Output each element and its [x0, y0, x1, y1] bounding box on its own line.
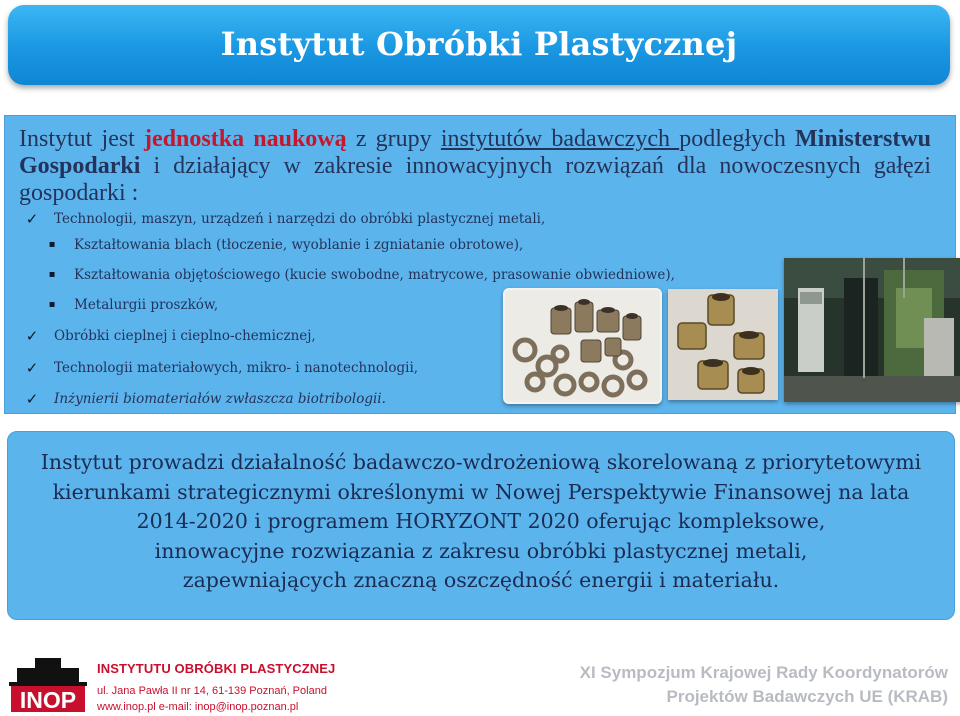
intro-text-4: i działający w zakresie innowacyjnych rozwiązań dla nowoczesnych gałęzi gospodarki : — [19, 153, 931, 206]
brass-fittings-photo — [668, 289, 778, 400]
list-item-text: Kształtowania objętościowego (kucie swobodne, matrycowe, prasowanie obwiedniowe), — [74, 267, 675, 283]
sintered-parts-photo — [503, 288, 662, 404]
statement-panel — [7, 431, 955, 620]
intro-accent: jednostka naukową — [144, 126, 347, 152]
inop-logo — [9, 658, 87, 714]
footer — [0, 650, 960, 716]
square-bullet-icon: ▪ — [48, 299, 56, 310]
list-item-text: Metalurgii proszków, — [74, 297, 219, 313]
list-item — [25, 210, 546, 228]
intro-ministry: Ministerstwu Gospodarki — [19, 126, 932, 179]
list-item-text: Obróbki cieplnej i cieplno-chemicznej, — [54, 328, 316, 344]
list-item-text: Technologii materiałowych, mikro- i nanotechnologii, — [54, 360, 419, 376]
intro-text-3: podległych — [679, 126, 796, 152]
press-machine-illustration — [784, 258, 960, 402]
sintered-parts-illustration — [505, 290, 660, 402]
org-address: ul. Jana Pawła II nr 14, 61-139 Poznań, Poland — [97, 685, 327, 697]
org-contact-link[interactable]: www.inop.pl e-mail: inop@inop.poznan.pl — [97, 701, 299, 713]
statement-line: 2014-2020 i programem HORYZONT 2020 oferując kompleksowe, — [136, 509, 826, 533]
symposium-subtitle: Projektów Badawczych UE (KRAB) — [666, 687, 948, 706]
list-item-text: Technologii, maszyn, urządzeń i narzędzi do obróbki plastycznej metali, — [54, 211, 546, 227]
symposium-title: XI Sympozjum Krajowej Rady Koordynatorów — [579, 663, 948, 682]
check-icon: ✓ — [25, 359, 39, 377]
list-item-text: Inżynierii biomateriałów zwłaszcza biotribologii. — [54, 391, 386, 407]
intro-text-1: Instytut jest — [19, 126, 145, 152]
check-icon: ✓ — [25, 390, 39, 408]
org-name: INSTYTUTU OBRÓBKI PLASTYCZNEJ — [97, 661, 336, 676]
statement-line: zapewniających znaczną oszczędność energii i materiału. — [182, 568, 780, 592]
logo-text: INOP — [19, 687, 77, 713]
statement-line: kierunkami strategicznymi określonymi w Nowej Perspektywie Finansowej na lata — [52, 479, 910, 504]
press-machine-photo — [784, 258, 960, 402]
list-item — [48, 267, 675, 283]
intro-link[interactable]: instytutów badawczych — [440, 126, 680, 152]
intro-text-2: z grupy — [346, 126, 441, 152]
statement-line: Instytut prowadzi działalność badawczo-wdrożeniową skorelowaną z priorytetowymi — [40, 450, 922, 474]
check-icon: ✓ — [25, 327, 39, 345]
check-icon: ✓ — [25, 210, 39, 228]
list-item — [25, 327, 316, 345]
list-item — [48, 297, 219, 313]
brass-fittings-illustration — [668, 289, 778, 400]
list-item — [25, 359, 419, 377]
intro-paragraph — [19, 126, 931, 207]
list-item — [25, 390, 386, 408]
statement-line: innowacyjne rozwiązania z zakresu obróbki plastycznej metali, — [154, 538, 808, 563]
list-item — [48, 237, 524, 253]
list-item-text: Kształtowania blach (tłoczenie, wyoblanie i zgniatanie obrotowe), — [74, 237, 524, 253]
title-bar — [8, 5, 950, 85]
slide-title: Instytut Obróbki Plastycznej — [220, 25, 738, 63]
square-bullet-icon: ▪ — [48, 239, 56, 250]
square-bullet-icon: ▪ — [48, 269, 56, 280]
statement-text — [28, 448, 934, 596]
